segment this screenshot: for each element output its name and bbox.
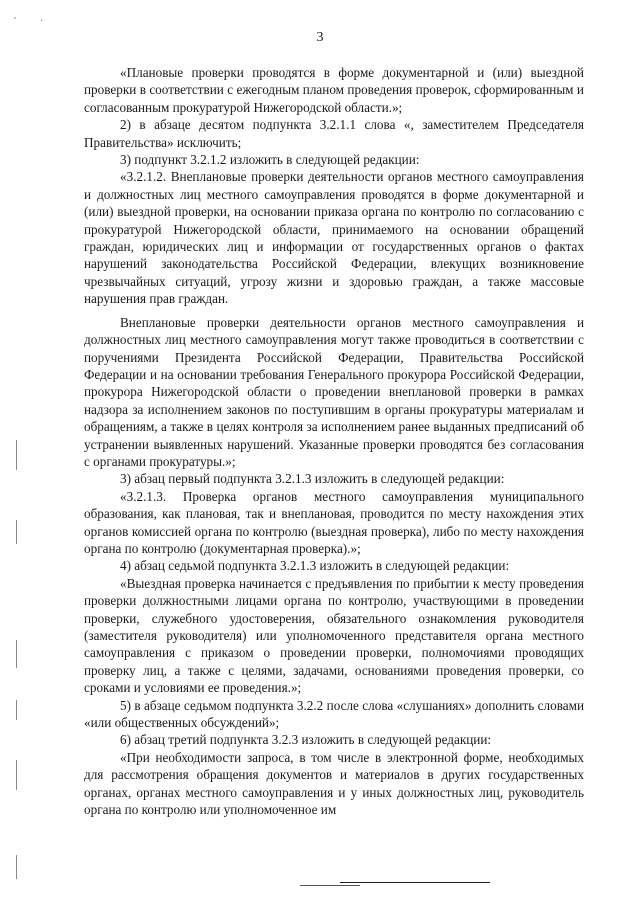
page-number: 3 (316, 30, 324, 45)
margin-scan-line (16, 700, 17, 720)
margin-scan-line (16, 855, 17, 879)
paragraph: Внеплановые проверки деятельности органов местного самоуправления и должностных лиц местного самоуправления могут также проводиться в соответствии с поручениями Президента Российской Федерации, Правительства Российской Федерации и на основании требования Генерального прокурора Российской Федерации, прокурора Нижегородской области о проведении внеплановой проверки в рамках надзора за исполнением законов по поступившим в органы прокуратуры материалам и обращениям, а также в целях контроля за исполнением ранее выданных предписаний об устранении выявленных нарушений. Указанные проверки проводятся без согласования с органами прокуратуры.»; (84, 314, 584, 469)
paragraph: «При необходимости запроса, в том числе в электронной форме, необходимых для рассмотрения обращения документов и материалов в других государственных органах, органах местного самоуправления и у иных должностных лиц, руководитель органа по контролю или уполномоченное им (84, 749, 584, 818)
document-body (84, 64, 584, 818)
paragraph: «Плановые проверки проводятся в форме документарной и (или) выездной проверки в соответствии с ежегодным планом проведения проверок, сформированным и согласованным прокуратурой Нижегородской области.»; (84, 65, 584, 115)
footer-rule (300, 885, 360, 886)
scan-mark: · (40, 16, 44, 27)
margin-scan-line (16, 760, 17, 790)
paragraph: 6) абзац третий подпункта 3.2.3 изложить в следующей редакции: (120, 732, 492, 748)
paragraph: 5) в абзаце седьмом подпункта 3.2.2 после слова «слушаниях» дополнить словами «или общественных обсуждений»; (84, 697, 584, 731)
paragraph: «Выездная проверка начинается с предъявления по прибытии к месту проведения проверки должностными лицами органа по контролю, участвующими в проведении проверки, служебного удостоверения, обязательного ознакомления руководителя (заместителя руководителя) или уполномоченного представителя органа местного самоуправления с приказом о проведении проверки, полномочиями проводящих проверку лиц, а также с целями, задачами, основаниями проведения проверки, со сроками и условиями ее проведения.»; (84, 575, 584, 696)
margin-scan-line (16, 520, 17, 544)
scan-mark: ′ (14, 16, 17, 27)
paragraph: 2) в абзаце десятом подпункта 3.2.1.1 слова «, заместителем Председателя Правительства» исключить; (84, 117, 584, 150)
paragraph: 3) подпункт 3.2.1.2 изложить в следующей редакции: (120, 152, 420, 168)
paragraph: «3.2.1.2. Внеплановые проверки деятельности органов местного самоуправления и должностных лиц местного самоуправления проводятся в форме документарной и (или) выездной проверки, на основании приказа органа по контролю по согласованию с прокуратурой Нижегородской области, принимаемого на основании обращений граждан, юридических лиц и информации от государственных органов о фактах нарушений законодательства Российской Федерации, влекущих возникновение чрезвычайных ситуаций, угрозу жизни и здоровью граждан, а также массовые нарушения прав граждан. (84, 169, 584, 307)
margin-scan-line (16, 440, 17, 470)
paragraph: 3) абзац первый подпункта 3.2.1.3 изложить в следующей редакции: (120, 471, 505, 487)
footer-rule (340, 882, 490, 883)
margin-scan-line (16, 640, 17, 668)
paragraph: «3.2.1.3. Проверка органов местного самоуправления муниципального образования, как плановая, так и внеплановая, проводится по месту нахождения этих органов комиссией органа по контролю (выездная проверка), либо по месту нахождения органа по контролю (документарная проверка).»; (84, 488, 584, 556)
paragraph: 4) абзац седьмой подпункта 3.2.1.3 изложить в следующей редакции: (120, 558, 510, 574)
